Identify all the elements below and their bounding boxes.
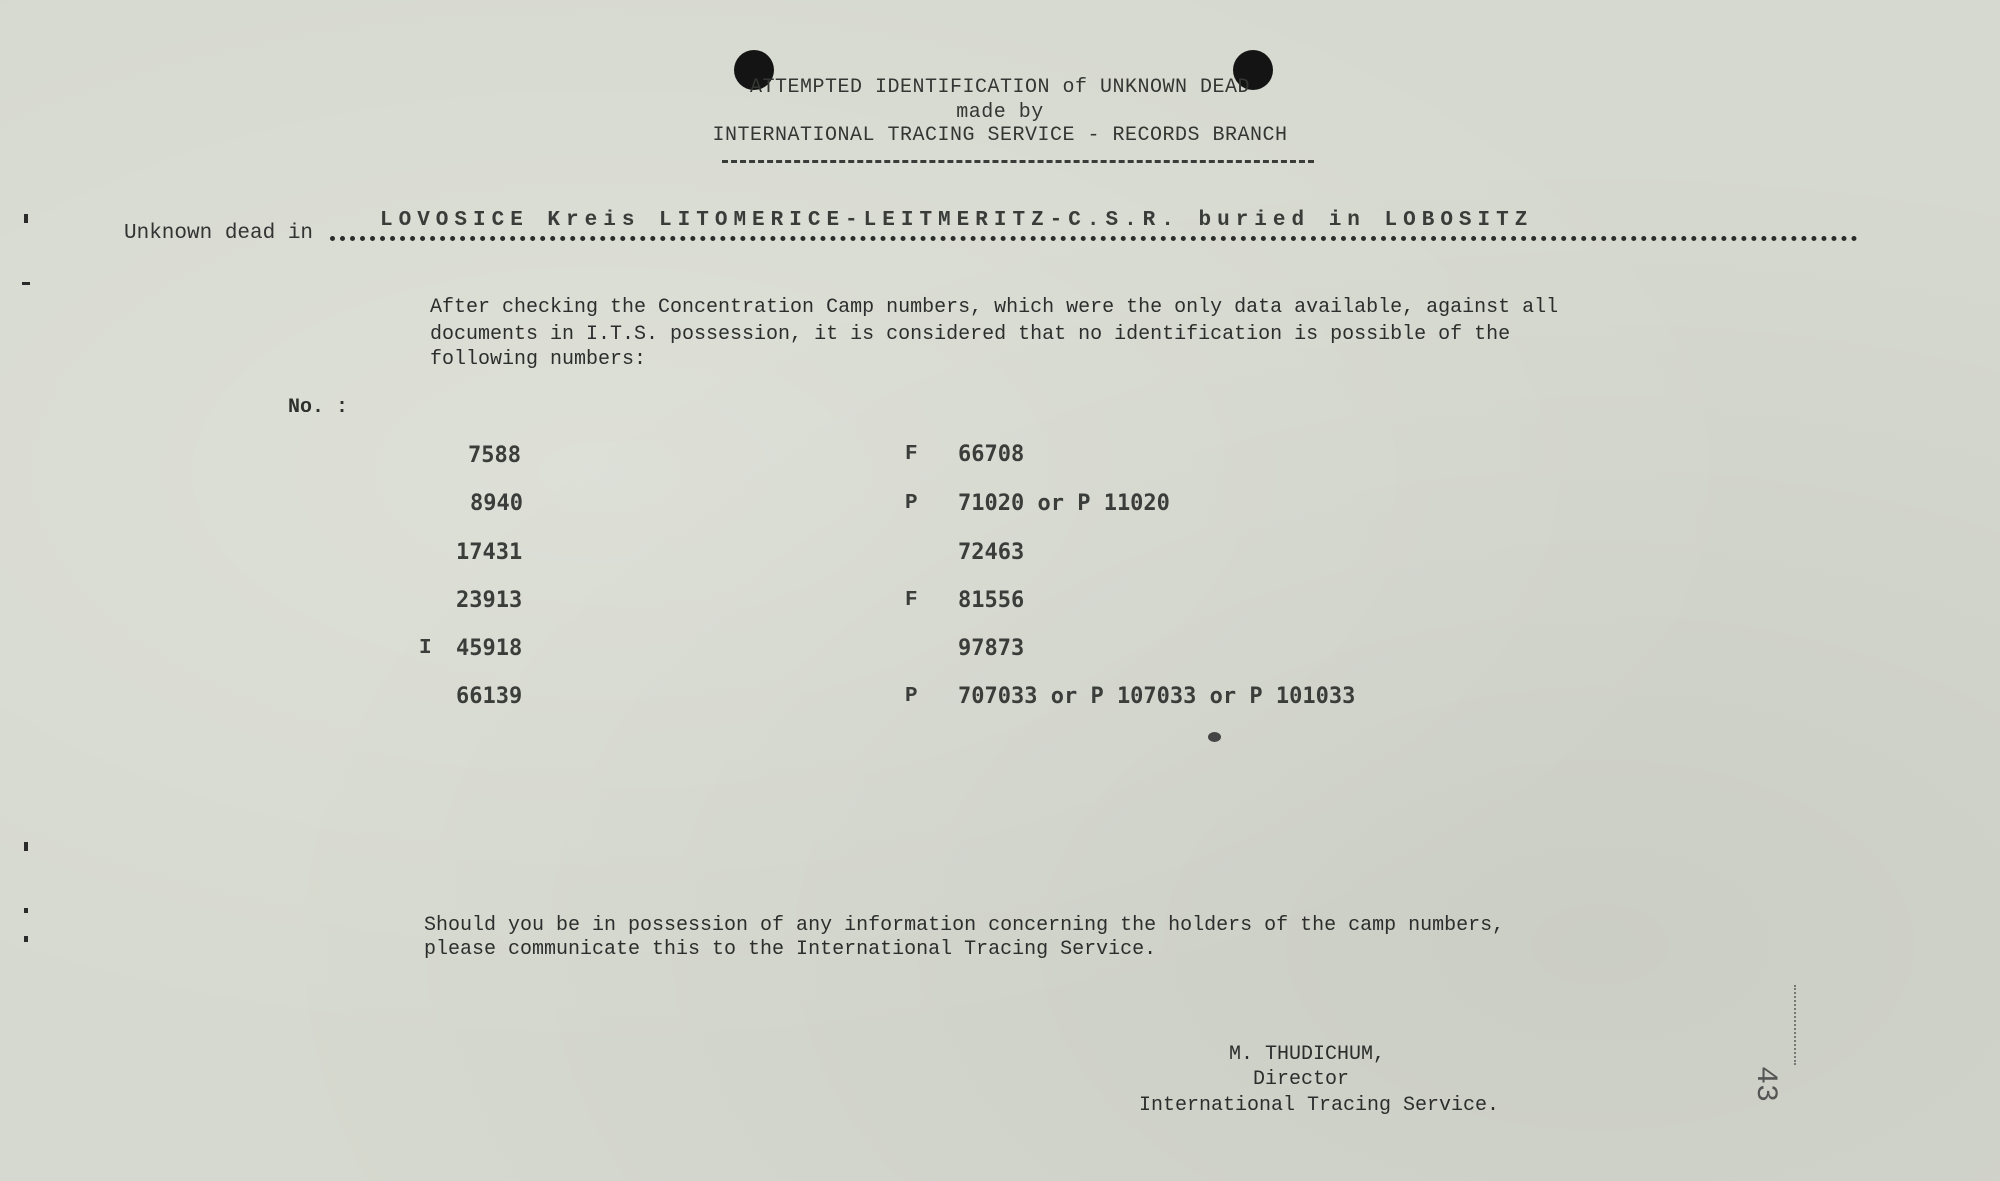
margin-mark [24, 936, 28, 942]
header-title: ATTEMPTED IDENTIFICATION of UNKNOWN DEAD [749, 76, 1251, 99]
margin-mark [24, 908, 28, 913]
camp-number: 66139 [456, 684, 523, 709]
dotted-fill-line [330, 236, 1858, 241]
camp-number: 71020 or P 11020 [958, 491, 1170, 516]
margin-mark [24, 214, 28, 223]
camp-number-prefix: F [905, 589, 918, 612]
side-tick-marks [1794, 985, 1846, 1065]
camp-number-prefix: I [419, 637, 432, 660]
intro-line-2: documents in I.T.S. possession, it is considered that no identification is possible of the [430, 323, 1511, 346]
ink-dot [1208, 732, 1221, 742]
header-subtitle: made by [956, 101, 1044, 124]
camp-number-prefix: P [905, 492, 918, 515]
intro-line-1: After checking the Concentration Camp numbers, which were the only data available, against all [430, 296, 1559, 319]
camp-number-prefix: F [905, 443, 918, 466]
camp-number: 7588 [468, 443, 521, 468]
camp-number: 81556 [958, 588, 1025, 613]
signatory-name: M. THUDICHUM, [1229, 1043, 1386, 1066]
camp-number: 707033 or P 107033 or P 101033 [958, 684, 1356, 709]
unknown-dead-label: Unknown dead in [124, 222, 314, 245]
page-number: 43 [1748, 1066, 1782, 1103]
header-organization: INTERNATIONAL TRACING SERVICE - RECORDS BRANCH [712, 124, 1288, 147]
closing-line-2: please communicate this to the International Tracing Service. [424, 938, 1157, 961]
number-label: No. : [288, 396, 349, 419]
unknown-dead-location: LOVOSICE Kreis LITOMERICE-LEITMERITZ-C.S.R. buried in LOBOSITZ [380, 209, 1534, 232]
closing-line-1: Should you be in possession of any information concerning the holders of the camp numbers, [424, 914, 1505, 937]
camp-number: 23913 [456, 588, 523, 613]
camp-number: 45918 [456, 636, 523, 661]
margin-mark [22, 282, 30, 285]
camp-number: 97873 [958, 636, 1025, 661]
header-underline [722, 160, 1314, 163]
signatory-organization: International Tracing Service. [1139, 1094, 1500, 1117]
camp-number: 8940 [470, 491, 523, 516]
camp-number: 72463 [958, 540, 1025, 565]
margin-mark [24, 842, 28, 851]
signatory-title: Director [1253, 1068, 1350, 1091]
camp-number: 66708 [958, 442, 1025, 467]
camp-number-prefix: P [905, 685, 918, 708]
intro-line-3: following numbers: [430, 348, 647, 371]
camp-number: 17431 [456, 540, 523, 565]
